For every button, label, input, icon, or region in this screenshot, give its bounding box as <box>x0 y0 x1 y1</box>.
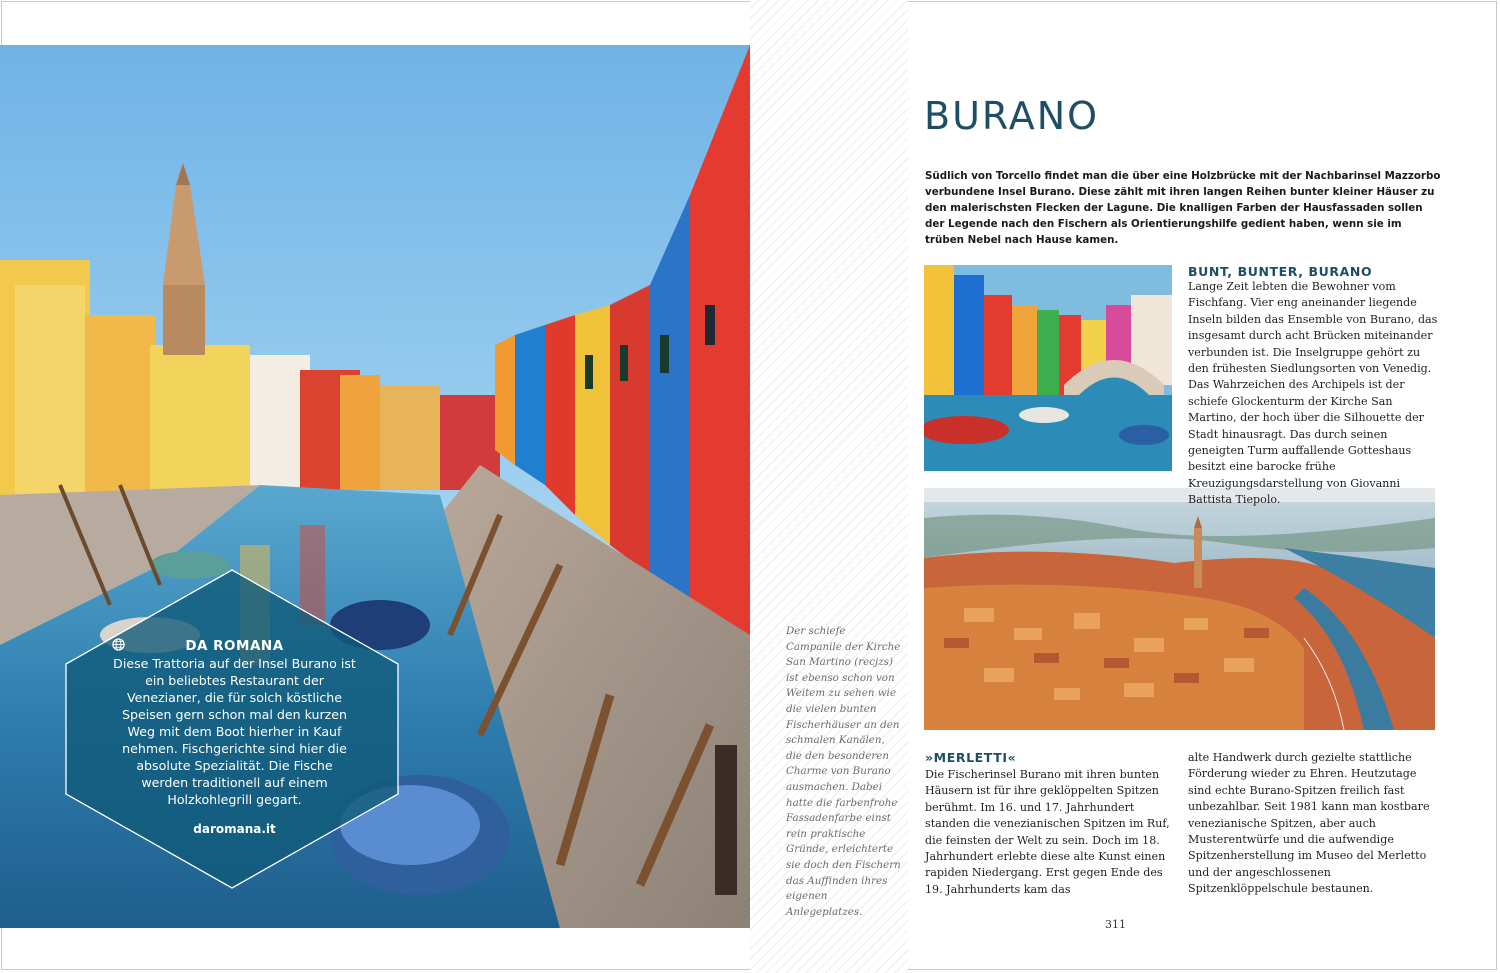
section1-body: Lange Zeit lebten die Bewohner vom Fischfang. Vier eng aneinander liegende Inseln bilden das Ensemble von Burano, das insgesamt durch acht Brücken miteinander verbunden ist. Die Inselgruppe gehört zu den frühesten Siedlungsorten von Venedig. Das Wahrzeichen des Archipels ist der schiefe Glockenturm der Kirche San Martino, der hoch über die Silhouette der Stadt hinausragt. Das durch seinen geneigten Turm auffallende Gotteshaus besitzt eine barocke frühe Kreuzigungsdarstellung von Giovanni Battista Tiepolo. <box>1188 280 1438 507</box>
infobox-title: DA ROMANA <box>185 638 284 654</box>
infobox-da-romana <box>62 568 402 890</box>
page-number: 311 <box>1105 918 1126 931</box>
intro-paragraph: Südlich von Torcello findet man die über eine Holzbrücke mit der Nachbarinsel Mazzorbo verbundene Insel Burano. Diese zählt mit ihren langen Reihen bunter kleiner Häuser zu den malerischsten Flecken der Lagune. Die knalligen Farben der Hausfassaden sollen der Legende nach den Fischern als Orientierungshilfe gedient haben, wenn sie im trüben Nebel nach Hause kamen. <box>925 170 1441 246</box>
section-bunt-bunter-burano <box>1188 264 1438 509</box>
section2-column-b: alte Handwerk durch gezielte stattliche Förderung wieder zu Ehren. Heutzutage sind echte Burano-Spitzen freilich fast unbezahlbar. Seit 1981 kann man kostbare venezianische Spitzen, aber auch Musterentwürfe und die aufwendige Spitzenherstellung im Museo del Merletto und der angeschlossenen Spitzenklöppelschule bestaunen. <box>1188 751 1430 896</box>
section1-heading: BUNT, BUNTER, BURANO <box>1188 264 1373 279</box>
globe-icon <box>112 638 125 651</box>
infobox-link[interactable] <box>112 822 357 836</box>
infobox-text: Diese Trattoria auf der Insel Burano ist ein beliebtes Restaurant der Venezianer, die für solch köstliche Speisen gern schon mal den kurzen Weg mit dem Boot hierher in Kauf nehmen. Fischgerichte sind hier die absolute Spezialität. Die Fische werden traditionell auf einem Holzkohlegrill gegart. <box>113 656 356 807</box>
burano-aerial-photo <box>924 488 1435 730</box>
page-title: BURANO <box>924 94 1100 138</box>
section2-heading: »MERLETTI« <box>925 750 1017 765</box>
section2-column-a: Die Fischerinsel Burano mit ihren bunten Häusern ist für ihre geklöppelten Spitzen berühmt. Im 16. und 17. Jahrhundert standen die venezianischen Spitzen im Ruf, die feinsten der Welt zu sein. Doch im 18. Jahrhundert erlebte diese alte Kunst einen rapiden Niedergang. Erst gegen Ende des 19. Jahrhunderts kam das <box>925 768 1170 896</box>
burano-bridge-photo <box>924 265 1172 471</box>
infobox-link-text[interactable]: daromana.it <box>193 822 276 836</box>
photo-caption: Der schiefe Campanile der Kirche San Martino (recjzs) ist ebenso schon von Weitem zu sehen wie die vielen bunten Fischerhäuser an den schmalen Kanälen, die den besonderen Charme von Burano ausmachen. Dabei hatte die farbenfrohe Fassadenfarbe einst rein praktische Gründe, erleichterte sie doch den Fischern das Auffinden ihres eigenen Anlegeplatzes. <box>786 625 901 918</box>
